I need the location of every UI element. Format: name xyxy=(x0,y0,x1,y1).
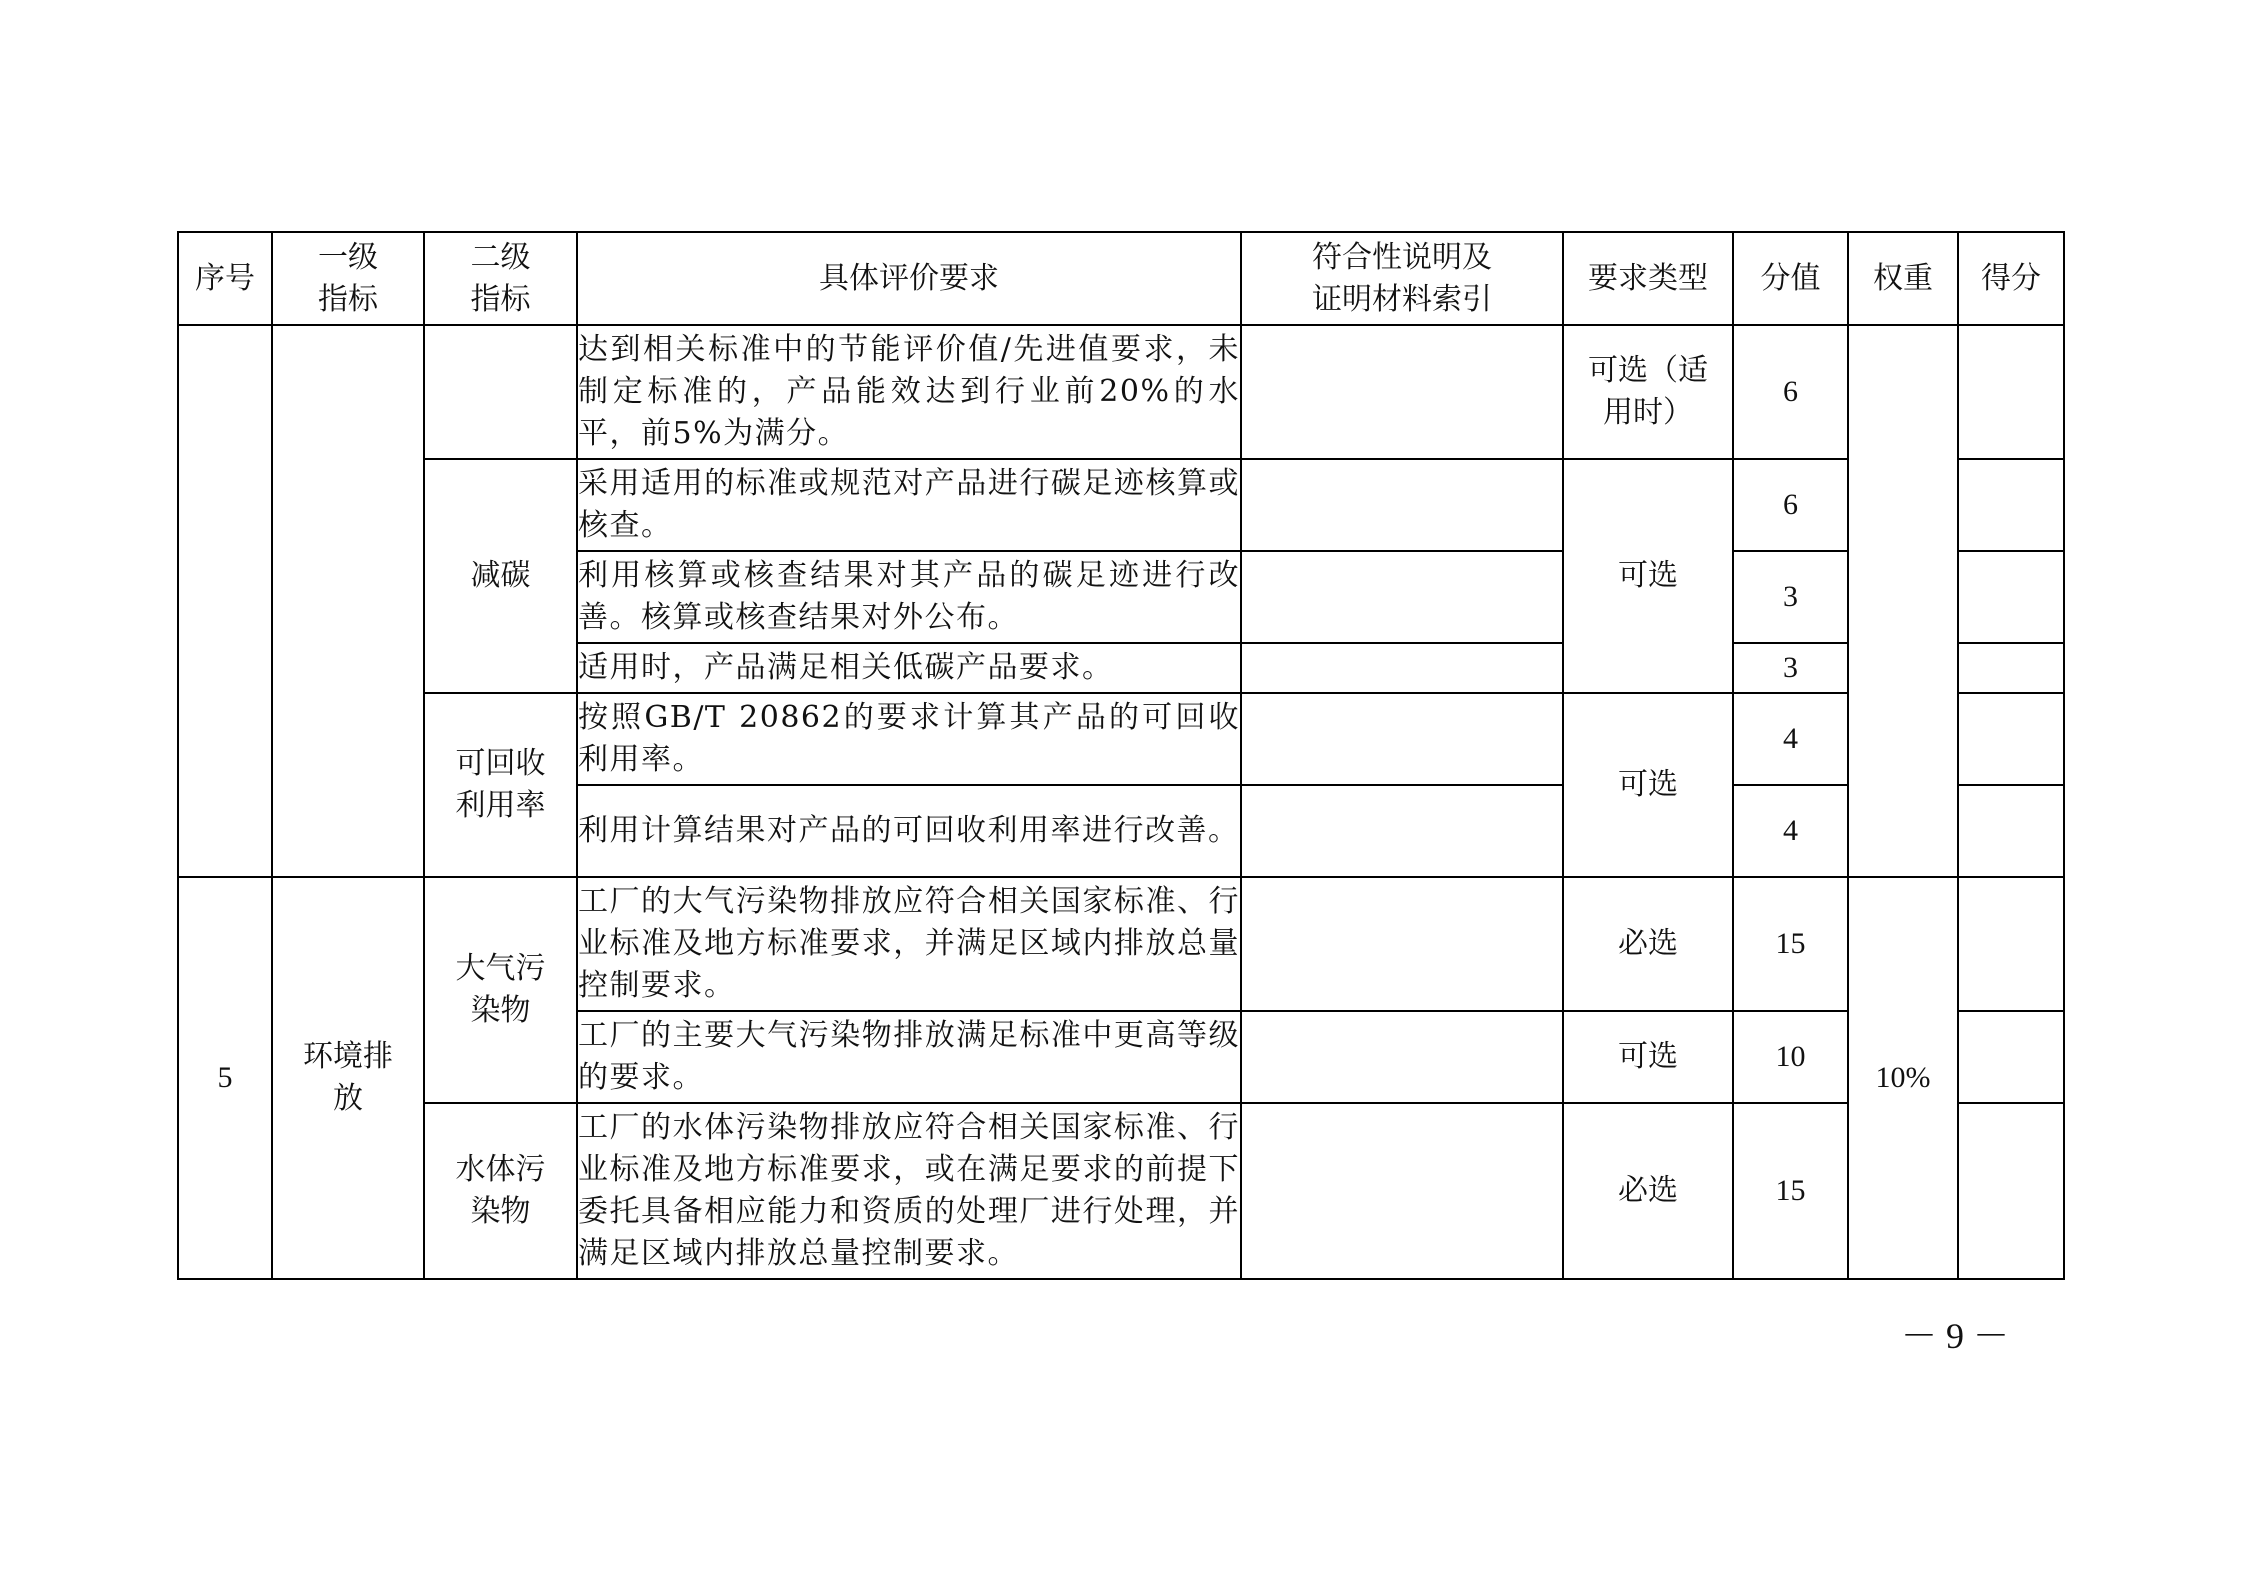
requirement-cell: 利用核算或核查结果对其产品的碳足迹进行改善。核算或核查结果对外公布。 xyxy=(577,551,1241,643)
table-header-row xyxy=(178,232,2064,325)
score-cell: 15 xyxy=(1733,1103,1848,1279)
requirement-cell: 工厂的主要大气污染物排放满足标准中更高等级的要求。 xyxy=(577,1011,1241,1103)
index-cell xyxy=(178,325,272,877)
page-number: － 9 － xyxy=(1900,1316,2009,1356)
level1-cell xyxy=(272,325,424,877)
score-cell: 6 xyxy=(1733,459,1848,551)
compliance-cell[interactable] xyxy=(1241,785,1563,877)
obtained-score-cell[interactable] xyxy=(1958,643,2064,693)
header-requirement-type: 要求类型 xyxy=(1563,232,1733,325)
table-row xyxy=(178,459,2064,551)
obtained-score-cell[interactable] xyxy=(1958,459,2064,551)
requirement-type-cell: 可选 xyxy=(1563,693,1733,877)
header-index: 序号 xyxy=(178,232,272,325)
score-cell: 4 xyxy=(1733,693,1848,785)
score-cell: 6 xyxy=(1733,325,1848,459)
obtained-score-cell[interactable] xyxy=(1958,693,2064,785)
requirement-cell: 工厂的水体污染物排放应符合相关国家标准、行业标准及地方标准要求，或在满足要求的前提下委托具备相应能力和资质的处理厂进行处理，并满足区域内排放总量控制要求。 xyxy=(577,1103,1241,1279)
compliance-cell[interactable] xyxy=(1241,325,1563,459)
score-cell: 4 xyxy=(1733,785,1848,877)
weight-cell: 10% xyxy=(1848,877,1958,1279)
level2-cell: 可回收 利用率 xyxy=(424,693,577,877)
header-obtained-score: 得分 xyxy=(1958,232,2064,325)
header-level1-indicator: 一级 指标 xyxy=(272,232,424,325)
obtained-score-cell[interactable] xyxy=(1958,325,2064,459)
requirement-cell: 利用计算结果对产品的可回收利用率进行改善。 xyxy=(577,785,1241,877)
level2-cell: 减碳 xyxy=(424,459,577,693)
requirement-type-cell: 可选（适用时） xyxy=(1563,325,1733,459)
obtained-score-cell[interactable] xyxy=(1958,877,2064,1011)
score-cell: 3 xyxy=(1733,643,1848,693)
obtained-score-cell[interactable] xyxy=(1958,551,2064,643)
table-row xyxy=(178,877,2064,1011)
header-compliance: 符合性说明及 证明材料索引 xyxy=(1241,232,1563,325)
compliance-cell[interactable] xyxy=(1241,643,1563,693)
score-cell: 3 xyxy=(1733,551,1848,643)
compliance-cell[interactable] xyxy=(1241,1011,1563,1103)
requirement-type-cell: 必选 xyxy=(1563,877,1733,1011)
obtained-score-cell[interactable] xyxy=(1958,1011,2064,1103)
obtained-score-cell[interactable] xyxy=(1958,785,2064,877)
requirement-cell: 达到相关标准中的节能评价值/先进值要求，未制定标准的，产品能效达到行业前20%的水平，前5%为满分。 xyxy=(577,325,1241,459)
header-level2-indicator: 二级 指标 xyxy=(424,232,577,325)
index-cell: 5 xyxy=(178,877,272,1279)
requirement-cell: 按照GB/T 20862的要求计算其产品的可回收利用率。 xyxy=(577,693,1241,785)
compliance-cell[interactable] xyxy=(1241,1103,1563,1279)
evaluation-table xyxy=(177,231,2065,1280)
compliance-cell[interactable] xyxy=(1241,551,1563,643)
obtained-score-cell[interactable] xyxy=(1958,1103,2064,1279)
table-row xyxy=(178,325,2064,459)
requirement-type-cell: 可选 xyxy=(1563,459,1733,693)
score-cell: 15 xyxy=(1733,877,1848,1011)
level1-cell: 环境排 放 xyxy=(272,877,424,1279)
requirement-cell: 工厂的大气污染物排放应符合相关国家标准、行业标准及地方标准要求，并满足区域内排放总量控制要求。 xyxy=(577,877,1241,1011)
header-requirement: 具体评价要求 xyxy=(577,232,1241,325)
compliance-cell[interactable] xyxy=(1241,459,1563,551)
header-score: 分值 xyxy=(1733,232,1848,325)
weight-cell xyxy=(1848,325,1958,877)
header-weight: 权重 xyxy=(1848,232,1958,325)
requirement-type-cell: 必选 xyxy=(1563,1103,1733,1279)
level2-cell: 大气污 染物 xyxy=(424,877,577,1103)
compliance-cell[interactable] xyxy=(1241,877,1563,1011)
level2-cell: 水体污 染物 xyxy=(424,1103,577,1279)
compliance-cell[interactable] xyxy=(1241,693,1563,785)
score-cell: 10 xyxy=(1733,1011,1848,1103)
level2-cell xyxy=(424,325,577,459)
table-row xyxy=(178,693,2064,785)
requirement-cell: 采用适用的标准或规范对产品进行碳足迹核算或核查。 xyxy=(577,459,1241,551)
requirement-type-cell: 可选 xyxy=(1563,1011,1733,1103)
table-row xyxy=(178,1103,2064,1279)
requirement-cell: 适用时，产品满足相关低碳产品要求。 xyxy=(577,643,1241,693)
